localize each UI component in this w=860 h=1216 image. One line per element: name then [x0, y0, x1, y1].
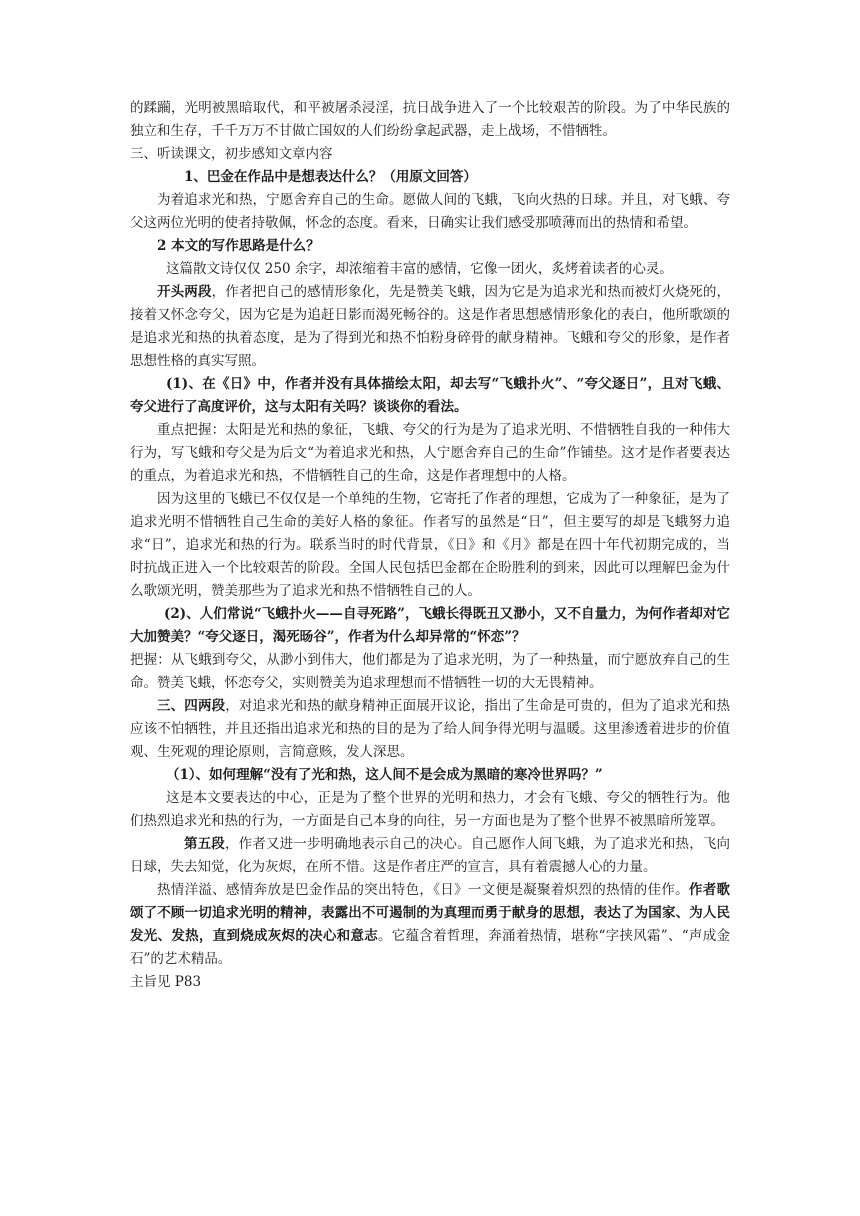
question-5: （1）、如何理解“没有了光和热，这人间不是会成为黑暗的寒冷世界吗？” [166, 767, 603, 783]
conclusion-paragraph [130, 879, 730, 971]
section-3-4-body: ，对追求光和热的献身精神正面展开议论，指出了生命是可贵的，但为了追求光和热应该不怕牺牲，并且还指出追求光和热的目的是为了给人间争得光明与温暖。这里渗透着进步的价值观、生死观的理论原则，言简意赅，发人深思。 [130, 698, 731, 760]
section-paragraph-5 [130, 833, 730, 879]
answer-4: 把握：从飞蛾到夸父，从渺小到伟大，他们都是为了追求光明，为了一种热量，而宁愿放弃自己的生命。赞美飞蛾，怀恋夸父，实则赞美为追求理想而不惜牺牲一切的大无畏精神。 [130, 652, 730, 691]
section-paragraphs-3-4 [130, 695, 730, 764]
answer-3-part-a: 重点把握：太阳是光和热的象征，飞蛾、夸父的行为是为了追求光明、不惜牺牲自我的一种伟大行为，写飞蛾和夸父是为后文“为着追求光和热，人宁愿舍弃自己的生命”作铺垫。这才是作者要表达的重点，为着追求光和热，不惜牺牲自己的生命，这是作者理想中的人格。 [130, 422, 730, 484]
conclusion-tail: 。它蕴含着哲理，奔涌着热情，堪称“字挟风霜”、“声成金石”的艺术精品。 [130, 928, 730, 967]
question-3: (1)、在《日》中，作者并没有具体描绘太阳，却去写“飞蛾扑火”、“夸父逐日”，且对飞蛾、夸父进行了高度评价，这与太阳有关吗？谈谈你的看法。 [130, 376, 730, 415]
section-opening-head: 开头两段 [157, 284, 212, 300]
question-1: 1、巴金在作品中是想表达什么？（用原文回答） [184, 169, 477, 185]
answer-1: 为着追求光和热，宁愿舍弃自己的生命。愿做人间的飞蛾，飞向火热的日球。并且，对飞蛾、夸父这两位光明的使者持敬佩，怀念的态度。看来，日确实让我们感受那喷薄而出的热情和希望。 [130, 192, 730, 231]
answer-3-part-b: 因为这里的飞蛾已不仅仅是一个单纯的生物，它寄托了作者的理想，它成为了一种象征，是为了追求光明不惜牺牲自己生命的美好人格的象征。作者写的虽然是“日”，但主要写的却是飞蛾努力追求“日”，追求光和热的行为。联系当时的时代背景，《日》和《月》都是在四十年代初期完成的，当时抗战正进入一个比较艰苦的阶段。全国人民包括巴金都在企盼胜利的到来，因此可以理解巴金为什么歌颂光明，赞美那些为了追求光和热不惜牺牲自己的人。 [130, 491, 730, 599]
conclusion-intro: 热情洋溢、感情奔放是巴金作品的突出特色，《日》一文便是凝聚着炽烈的热情的佳作。 [157, 882, 689, 898]
answer-5: 这是本文要表达的中心，正是为了整个世界的光明和热力，才会有飞蛾、夸父的牺牲行为。他们热烈追求光和热的行为，一方面是自己本身的向往，另一方面也是为了整个世界不被黑暗所笼罩。 [130, 790, 730, 829]
conclusion-bold: 作者歌颂了不顾一切追求光明的精神，表露出不可遏制的为真理而勇于献身的思想，表达了为国家、为人民发光、发热，直到烧成灰烬的决心和意志 [130, 882, 731, 944]
document-page [130, 97, 730, 994]
section-3-4-head: 三、四两段 [157, 698, 226, 714]
answer-2: 这篇散文诗仅仅 250 余字，却浓缩着丰富的感情，它像一团火，炙烤着读者的心灵。 [166, 261, 673, 277]
theme-reference: 主旨见 P83 [130, 974, 202, 990]
section-5-body: ，作者又进一步明确地表示自己的决心。自己愿作人间飞蛾，为了追求光和热，飞向日球，失去知觉，化为灰烬，在所不惜。这是作者庄严的宣言，具有着震撼人心的力量。 [130, 836, 731, 875]
section-5-head: 第五段 [184, 836, 225, 852]
section-opening-body: ，作者把自己的感情形象化，先是赞美飞蛾，因为它是为追求光和热而被灯火烧死的，接着又怀念夸父，因为它是为追赶日影而渴死畅谷的。这是作者思想感情形象化的表白，他所歌颂的是追求光和热的执着态度，是为了得到光和热不怕粉身碎骨的献身精神。飞蛾和夸父的形象，是作者思想性格的真实写照。 [130, 284, 731, 369]
question-2: 2 本文的写作思路是什么？ [157, 238, 320, 254]
paragraph-intro: 的蹂躏，光明被黑暗取代，和平被屠杀浸淫，抗日战争进入了一个比较艰苦的阶段。为了中华民族的独立和生存，千千万万不甘做亡国奴的人们纷纷拿起武器，走上战场，不惜牺牲。 [130, 100, 730, 139]
section-heading-listen: 三、听读课文，初步感知文章内容 [130, 146, 333, 162]
section-opening-paragraphs [130, 281, 730, 373]
question-4: (2)、人们常说“飞蛾扑火——自寻死路”，飞蛾长得既丑又渺小，又不自量力，为何作者却对它大加赞美？“夸父逐日，渴死旸谷”，作者为什么却异常的“怀恋”？ [130, 606, 730, 645]
